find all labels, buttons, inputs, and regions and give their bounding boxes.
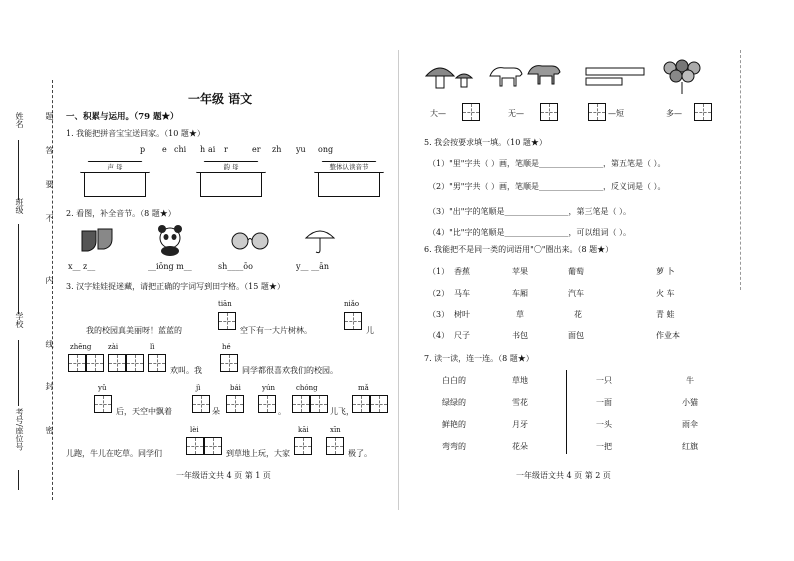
exam-no-line [18,470,19,490]
scan-edge-line [740,50,741,290]
q7-noun[interactable]: 草地 [512,376,528,385]
writing-box[interactable] [326,437,344,455]
box-pinyin: mǎ [358,384,369,392]
pinyin-item: ong [318,145,334,154]
q7-object[interactable]: 小猫 [682,398,698,407]
class-label: 班级 [15,198,24,214]
house-label: 整体认读音节 [329,163,369,171]
q7-adjective[interactable]: 白白的 [442,376,466,385]
q7-noun[interactable]: 雪花 [512,398,528,407]
socks-icon [76,225,120,255]
writing-box[interactable] [148,354,166,372]
writing-box[interactable] [292,395,310,413]
writing-box[interactable] [68,354,86,372]
pinyin-item: zh [272,145,282,154]
q3-text: 儿飞， [330,407,354,416]
box-pinyin: zhēng [70,343,92,351]
q6-word[interactable]: 葡萄 [568,267,584,276]
seal-char: 要 [45,180,54,188]
pinyin-item: yu [296,145,306,154]
writing-box[interactable] [352,395,370,413]
q6-word[interactable]: 面包 [568,331,584,340]
whole-syllable-house[interactable] [314,161,384,197]
panda-icon [152,224,188,256]
q7-object[interactable]: 雨伞 [682,420,698,429]
writing-box[interactable] [108,354,126,372]
box-pinyin: zài [108,343,119,351]
q6-row-label: （1） [428,267,450,276]
q7-measure-word[interactable]: 一面 [596,398,612,407]
q6-word[interactable]: 车厢 [512,289,528,298]
box-pinyin: yǔ [98,384,107,392]
box-pinyin: tiān [218,300,232,308]
q2-blank[interactable]: x__ z__ [68,262,96,271]
q7-noun[interactable]: 月牙 [512,420,528,429]
umbrella-icon [304,224,336,256]
q4-item: 大— [430,109,446,118]
seal-char: 密 [45,426,54,434]
writing-box[interactable] [218,312,236,330]
writing-box[interactable] [94,395,112,413]
pinyin-item: ai [208,145,216,154]
q6-row-label: （4） [428,331,450,340]
q6-word[interactable]: 书包 [512,331,528,340]
seal-char: 答 [45,146,54,154]
q7-measure-word[interactable]: 一只 [596,376,612,385]
q3-text: 我的校园真美丽呀！蓝蓝的 [86,326,182,335]
name-label: 姓名 [15,112,24,128]
ruler-icon [584,66,648,88]
q6-word[interactable]: 青 蛙 [656,310,675,319]
q2-blank[interactable]: sh____ōo [218,262,253,271]
q6-word[interactable]: 汽车 [568,289,584,298]
writing-box[interactable] [588,103,606,121]
q3-text: 欢叫。我 [170,366,202,375]
q5-line[interactable]: （2）"男"字共（ ）画，笔顺是________________，反义词是（ ）。 [428,182,666,191]
writing-box[interactable] [370,395,388,413]
house-label: 声 母 [107,163,123,171]
seal-char: 线 [45,340,54,348]
pinyin-item: er [252,145,261,154]
q3-text: 。 [278,407,286,416]
q4-item: 无— [508,109,524,118]
q6-word[interactable]: 草 [516,310,524,319]
seal-char: 不 [45,214,54,222]
seal-char: 题 [45,112,54,120]
exam-no-label: 考号/座位号 [15,408,24,451]
writing-box[interactable] [192,395,210,413]
writing-box[interactable] [462,103,480,121]
writing-box[interactable] [344,312,362,330]
q3-text: 极了。 [348,449,372,458]
name-line [18,140,19,200]
q6-word[interactable]: 马车 [454,289,470,298]
q7-measure-word[interactable]: 一把 [596,442,612,451]
q2-prompt: 2. 看图，补全音节。（8 题★） [66,209,176,218]
q7-adjective[interactable]: 绿绿的 [442,398,466,407]
writing-box[interactable] [540,103,558,121]
q7-divider [566,370,567,454]
q7-adjective[interactable]: 弯弯的 [442,442,466,451]
q3-text: 空下有一大片树林。 [240,326,312,335]
box-pinyin: niǎo [344,300,360,308]
q5-prompt: 5. 我会按要求填一填。（10 题★） [424,138,547,147]
class-line [18,224,19,314]
seal-dashed-line [52,80,53,500]
q6-word[interactable]: 作业本 [656,331,680,340]
initials-house[interactable] [80,161,150,197]
box-pinyin: jì [196,384,201,392]
pinyin-item: e [162,145,167,154]
q1-prompt: 1. 我能把拼音宝宝送回家。（10 题★） [66,129,205,138]
q7-object[interactable]: 牛 [686,376,694,385]
q6-word[interactable]: 香蕉 [454,267,470,276]
box-pinyin: lì [150,343,155,351]
q6-word[interactable]: 火 车 [656,289,675,298]
q3-text: 朵 [212,407,220,416]
page-divider [398,50,399,510]
q3-text: 儿 [366,326,374,335]
house-label: 韵 母 [223,163,239,171]
box-pinyin: yún [262,384,275,392]
q6-row-label: （2） [428,289,450,298]
q3-text: 同学都很喜欢我们的校园。 [242,366,338,375]
box-pinyin: xīn [330,426,341,434]
pinyin-item: r [224,145,228,154]
q7-noun[interactable]: 花朵 [512,442,528,451]
school-line [18,340,19,406]
q6-word[interactable]: 花 [574,310,582,319]
writing-box[interactable] [258,395,276,413]
q3-prompt: 3. 汉字娃娃捉迷藏，请把正确的字词写到田字格。（15 题★） [66,282,285,291]
page-1-footer: 一年级语文共 4 页 第 1 页 [176,471,271,480]
page-2-footer: 一年级语文共 4 页 第 2 页 [516,471,611,480]
section-1-heading: 一、积累与运用。（79 题★） [66,112,179,122]
seal-char: 封 [45,382,54,390]
q6-word[interactable]: 萝 卜 [656,267,675,276]
writing-box[interactable] [226,395,244,413]
q6-word[interactable]: 树叶 [454,310,470,319]
school-label: 学校 [15,312,24,328]
box-pinyin: hé [222,343,231,351]
writing-box[interactable] [220,354,238,372]
q5-line[interactable]: （4）"比"字的笔顺是________________，可以组词（ ）。 [428,228,631,237]
writing-box[interactable] [694,103,712,121]
writing-box[interactable] [294,437,312,455]
q3-text: 儿跑，牛儿在吃草。同学们 [66,449,162,458]
q5-line[interactable]: （3）"出"字的笔顺是________________，第三笔是（ ）。 [428,207,631,216]
pinyin-item: chi [174,145,187,154]
q6-word[interactable]: 苹果 [512,267,528,276]
q3-text: 后，天空中飘着 [116,407,172,416]
writing-box[interactable] [86,354,104,372]
mushroom-icon [424,62,476,90]
q7-object[interactable]: 红旗 [682,442,698,451]
seal-char: 内 [45,276,54,284]
writing-box[interactable] [126,354,144,372]
writing-box[interactable] [204,437,222,455]
page-title: 一年级 语文 [188,92,253,106]
glasses-icon [230,228,270,252]
q6-word[interactable]: 尺子 [454,331,470,340]
finals-house[interactable] [196,161,266,197]
box-pinyin: chóng [296,384,318,392]
q2-blank[interactable]: y__ __ān [296,262,329,271]
box-pinyin: bái [230,384,241,392]
q3-text: 到草地上玩，大家 [226,449,290,458]
writing-box[interactable] [310,395,328,413]
q6-prompt: 6. 我能把不是同一类的词语用"〇"圈出来。（8 题★） [424,245,614,254]
q2-blank[interactable]: __iōng m__ [148,262,192,271]
q7-measure-word[interactable]: 一头 [596,420,612,429]
box-pinyin: lèi [190,426,199,434]
pinyin-item: h [200,145,206,154]
pinyin-item: p [140,145,146,154]
q5-line[interactable]: （1）"里"字共（ ）画，笔顺是________________，第五笔是（ ）。 [428,159,666,168]
horse-zebra-icon [486,60,562,90]
balloons-icon [660,58,706,96]
q4-item: —短 [608,109,624,118]
q4-item: 多— [666,109,682,118]
q7-adjective[interactable]: 鲜艳的 [442,420,466,429]
q7-prompt: 7. 读一读，连一连。（8 题★） [424,354,534,363]
q6-row-label: （3） [428,310,450,319]
writing-box[interactable] [186,437,204,455]
box-pinyin: kāi [298,426,309,434]
